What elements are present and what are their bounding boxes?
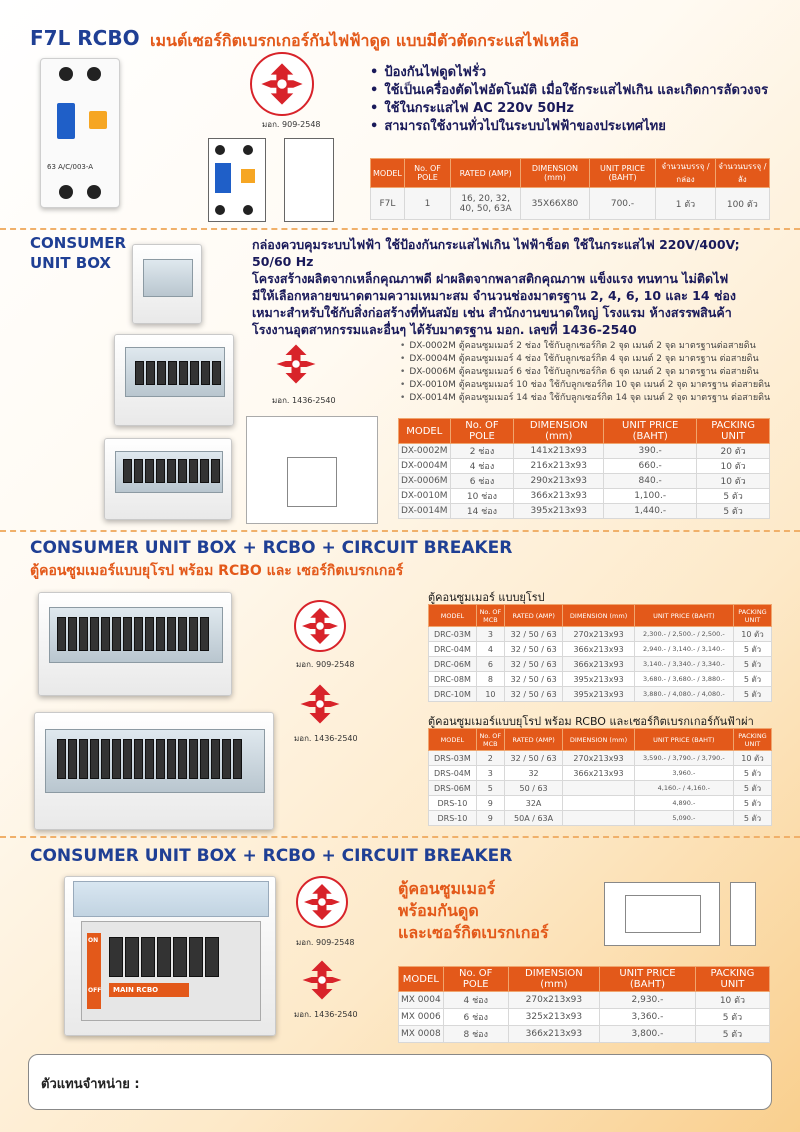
table-cell: 3 [476,627,504,642]
table-cell: DRC-03M [429,627,477,642]
drawing-button [241,169,255,183]
table-cell: 1 [404,188,450,220]
table-cell: DX-0004M [399,459,451,474]
rcbo-device-image [40,58,120,208]
f7l-feature-list [370,64,768,136]
box-window [143,259,193,297]
table-cell: 50A / 63A [504,811,563,826]
table-cell: 3,140.- / 3,340.- / 3,340.- [634,657,733,672]
section3-title: CONSUMER UNIT BOX + RCBO + CIRCUIT BREAKER [30,538,513,558]
table-cell: DRC-08M [429,672,477,687]
box-rcbo-text: RCBO [136,986,159,994]
table-header-cell: UNIT PRICE (BAHT) [600,967,696,992]
table-cell: MX 0006 [399,1009,444,1026]
table-cell: 4,160.- / 4,160.- [634,781,733,796]
table-cell: 366x213x93 [563,642,634,657]
table-header-cell: จำนวนบรรจุ /กล่อง [656,159,715,188]
table-header-row [399,967,770,992]
table1-label: ตู้คอนซูมเมอร์ แบบยุโรป [428,591,545,604]
feature-item: • สามารถใช้งานทั่วไปในระบบไฟฟ้าของประเทศไทย [370,118,768,136]
table-cell: 5 ตัว [734,657,772,672]
table-cell: 5,090.- [634,811,733,826]
table-row [429,751,772,766]
table-cell: 10 [476,687,504,702]
table-cell: 270x213x93 [563,751,634,766]
breaker-row [57,739,242,779]
table-cell: 5 ตัว [734,766,772,781]
table-cell: 32 / 50 / 63 [504,672,562,687]
terminal-screw-icon [243,145,253,155]
tis-certification-icon [272,340,320,388]
tagline-line: และเซอร์กิตเบรกเกอร์ [398,923,549,942]
feature-item: • ใช้เป็นเครื่องตัดไฟอัตโนมัติ เมื่อใช้กระแสไฟเกิน และเกิดการลัดวงจร [370,82,768,100]
table-cell: 3,800.- [600,1026,696,1043]
consumer-unit-title-line1: CONSUMER [30,234,127,252]
table-header-cell: RATED (AMP) [504,729,563,751]
table-cell: 2 ช่อง [450,444,514,459]
box-orange-strip [87,933,101,1009]
table-cell: 366x213x93 [514,489,604,504]
drawing-lever [215,163,231,193]
table-header-cell: No. OF POLE [404,159,450,188]
table-row [429,796,772,811]
table-cell: 3,590.- / 3,790.- / 3,790.- [634,751,733,766]
table-cell: 216x213x93 [514,459,604,474]
section-divider [0,530,800,532]
table-cell: 32 [504,766,563,781]
table-header-cell: MODEL [371,159,405,188]
table-row [429,672,772,687]
table-row [399,992,770,1009]
mx-tagline [398,878,549,944]
table-cell: 395x213x93 [563,687,634,702]
table-cell: 1,440.- [604,504,697,519]
table-row [429,781,772,796]
device-rating-label: 63 A/C/003-A [47,163,94,171]
table-row [399,489,770,504]
table-cell: 660.- [604,459,697,474]
table-cell: DX-0014M [399,504,451,519]
table-cell: 32A [504,796,563,811]
consumer-unit-description [252,236,782,338]
table-header-cell: No. OF MCB [476,729,504,751]
description-line: กล่องควบคุมระบบไฟฟ้า ใช้ป้องกันกระแสไฟเกิน ไฟฟ้าช็อต ใช้ในกระแสไฟ 220V/400V; 50/60 Hz [252,237,740,269]
table-header-cell: MODEL [399,419,451,444]
table-cell: 10 ตัว [697,459,770,474]
consumer-unit-spec-table [398,418,770,519]
tis-certification-icon [296,680,344,728]
description-line: มีให้เลือกหลายขนาดตามความเหมาะสม จำนวนช่องมาตรฐาน 2, 4, 6, 10 และ 14 ช่อง [252,288,736,303]
table-cell: 3,360.- [600,1009,696,1026]
table-cell [563,781,634,796]
terminal-screw-icon [87,185,101,199]
table-cell: DRS-04M [429,766,477,781]
tagline-line: พร้อมกันดูด [398,901,479,920]
table-header-row [399,419,770,444]
tis-certification-icon [294,600,346,652]
table-cell: 5 ตัว [695,1026,769,1043]
table-cell: DX-0002M [399,444,451,459]
table-cell: 3,880.- / 4,080.- / 4,080.- [634,687,733,702]
table-header-cell: MODEL [399,967,444,992]
tis-cert-caption: มอก. 909-2548 [296,660,355,669]
section4-title: CONSUMER UNIT BOX + RCBO + CIRCUIT BREAKER [30,846,513,866]
table-header-cell: No. OF POLE [443,967,508,992]
european-box-spec-table [428,604,772,702]
toggle-lever [57,103,75,139]
table-header-cell: DIMENSION (mm) [521,159,590,188]
table-header-cell: No. OF MCB [476,605,504,627]
consumer-box-large-image [104,438,232,520]
table-cell: 6 ช่อง [450,474,514,489]
table-cell: F7L [371,188,405,220]
box-on-label: ON [88,937,99,944]
table-cell: 9 [476,811,504,826]
table-cell: 366x213x93 [563,766,634,781]
table-row [399,474,770,489]
european-consumer-box-rcbo-image [34,712,274,830]
terminal-screw-icon [243,205,253,215]
table-cell: 1 ตัว [656,188,715,220]
breaker-row [109,937,219,977]
terminal-screw-icon [59,185,73,199]
section3-subtitle: ตู้คอนซูมเมอร์แบบยุโรป พร้อม RCBO และ เซอร์กิตเบรกเกอร์ [30,563,404,579]
table-cell: 2 [476,751,504,766]
table-cell: 32 / 50 / 63 [504,642,562,657]
table-cell: 4 [476,642,504,657]
table-cell: DRC-04M [429,642,477,657]
table-cell: 366x213x93 [508,1026,599,1043]
table-cell: 32 / 50 / 63 [504,627,562,642]
table-cell: 5 ตัว [734,672,772,687]
table-row [429,766,772,781]
mx-box-drawing [604,882,720,946]
section-divider [0,836,800,838]
feature-item: • ป้องกันไฟดูดไฟรั่ว [370,64,768,82]
drawing-front-view [625,895,701,933]
table-cell: 395x213x93 [514,504,604,519]
table-cell: 5 ตัว [697,504,770,519]
table-cell: MX 0004 [399,992,444,1009]
table-cell: DRS-10 [429,811,477,826]
model-list-item: • DX-0014M ตู้คอนซูมเมอร์ 14 ช่อง ใช้กับลูกเซอร์กิต 14 จุด เมนต์ 2 จุด มาตรฐาน ต่อสายดิน [400,392,770,405]
table-cell: 390.- [604,444,697,459]
table-header-cell: UNIT PRICE (BAHT) [634,605,733,627]
table-header-row [429,605,772,627]
table-cell: 32 / 50 / 63 [504,687,562,702]
table-cell: 10 ตัว [734,751,772,766]
dealer-box[interactable] [28,1054,772,1110]
table-row [429,657,772,672]
table-cell: 4 ช่อง [450,459,514,474]
breaker-row [57,617,209,651]
table-cell: 5 ตัว [734,781,772,796]
table-header-row [429,729,772,751]
drawing-front-view [287,457,337,507]
dealer-label: ตัวแทนจำหน่าย : [41,1077,140,1092]
table-cell: DRS-06M [429,781,477,796]
table-cell: 5 ตัว [734,811,772,826]
table-cell: 8 ช่อง [443,1026,508,1043]
table-cell: 50 / 63 [504,781,563,796]
table-row [399,504,770,519]
box-main-text: MAIN [113,986,134,994]
table-header-cell: UNIT PRICE (BAHT) [589,159,656,188]
table-cell: 10 ช่อง [450,489,514,504]
tis-cert-caption: มอก. 1436-2540 [294,1010,358,1019]
table-cell: 1,100.- [604,489,697,504]
breaker-row [135,361,221,385]
table-cell: 4,890.- [634,796,733,811]
feature-item: • ใช้ในกระแสไฟ AC 220v 50Hz [370,100,768,118]
table-row [429,627,772,642]
consumer-unit-title-line2: UNIT BOX [30,254,111,272]
model-list-item: • DX-0010M ตู้คอนซูมเมอร์ 10 ช่อง ใช้กับลูกเซอร์กิต 10 จุด เมนต์ 2 จุด มาตรฐาน ต่อสายดิน [400,379,770,392]
table-header-cell: DIMENSION (mm) [563,729,634,751]
f7l-spec-table [370,158,770,220]
table-cell: DRS-03M [429,751,477,766]
table-header-cell: PACKING UNIT [697,419,770,444]
f7l-subtitle: เมนต์เซอร์กิตเบรกเกอร์กันไฟฟ้าดูด แบบมีตัวตัดกระแสไฟเหลือ [150,31,579,50]
table-header-cell: DIMENSION (mm) [508,967,599,992]
terminal-screw-icon [87,67,101,81]
table-header-cell: PACKING UNIT [734,729,772,751]
model-list-item: • DX-0002M ตู้คอนซูมเมอร์ 2 ช่อง ใช้กับลูกเซอร์กิต 2 จุด เมนต์ 2 จุด มาตรฐานต่อสายดิน [400,340,770,353]
table-row [429,687,772,702]
table-row [429,642,772,657]
table-cell: 100 ตัว [715,188,769,220]
consumer-box-drawing [246,416,378,524]
table-cell: 5 ตัว [734,642,772,657]
table-row [399,459,770,474]
european-consumer-box-image [38,592,232,696]
table-cell: 20 ตัว [697,444,770,459]
breaker-row [123,459,220,483]
mx-spec-table [398,966,770,1043]
table-row [399,444,770,459]
tis-cert-caption: มอก. 909-2548 [262,120,321,129]
table-cell: 10 ตัว [695,992,769,1009]
table-cell: 6 [476,657,504,672]
terminal-screw-icon [215,205,225,215]
table-cell: 840.- [604,474,697,489]
table-cell [563,796,634,811]
table-cell [563,811,634,826]
rcbo-side-drawing [284,138,334,222]
mx-box-side-drawing [730,882,756,946]
table-cell: 290x213x93 [514,474,604,489]
table-cell: 4 ช่อง [443,992,508,1009]
table-cell: DX-0010M [399,489,451,504]
table-cell: 270x213x93 [508,992,599,1009]
table-cell: DRS-10 [429,796,477,811]
table-header-cell: RATED (AMP) [451,159,521,188]
table-cell: 10 ตัว [734,627,772,642]
table-row [429,811,772,826]
table-cell: 5 ตัว [695,1009,769,1026]
table-cell: 700.- [589,188,656,220]
table-header-cell: PACKING UNIT [734,605,772,627]
table-row [399,1009,770,1026]
tis-certification-icon [298,956,346,1004]
table-cell: 6 ช่อง [443,1009,508,1026]
table-header-cell: จำนวนบรรจุ /ลัง [715,159,769,188]
table-cell: 16, 20, 32, 40, 50, 63A [451,188,521,220]
table-cell: DRC-06M [429,657,477,672]
table-cell: DX-0006M [399,474,451,489]
tis-cert-caption: มอก. 909-2548 [296,938,355,947]
description-line: เหมาะสำหรับใช้กับสิ่งก่อสร้างที่ทันสมัย เช่น สำนักงานขนาดใหญ่ โรงแรม ห้างสรรพสินค้า [252,305,732,320]
section-divider [0,228,800,230]
table-cell: 270x213x93 [563,627,634,642]
table-header-cell: No. OF POLE [450,419,514,444]
table-cell: 8 [476,672,504,687]
european-box-rcbo-spec-table [428,728,772,826]
table-cell: 325x213x93 [508,1009,599,1026]
table-cell: 141x213x93 [514,444,604,459]
table-cell: DRC-10M [429,687,477,702]
tis-certification-icon [296,876,348,928]
table-cell: 366x213x93 [563,657,634,672]
consumer-unit-model-list [400,340,770,405]
box-main-label [109,983,189,997]
table-header-row [371,159,770,188]
table-cell: 5 ตัว [734,796,772,811]
consumer-box-medium-image [114,334,234,426]
tis-certification-icon [250,52,314,116]
table-header-cell: MODEL [429,605,477,627]
table-cell: 9 [476,796,504,811]
table-cell: 3,960.- [634,766,733,781]
table-row [399,1026,770,1043]
table-header-cell: PACKING UNIT [695,967,769,992]
model-list-item: • DX-0004M ตู้คอนซูมเมอร์ 4 ช่อง ใช้กับลูกเซอร์กิต 4 จุด เมนต์ 2 จุด มาตรฐาน ต่อสายดิน [400,353,770,366]
description-line: โครงสร้างผลิตจากเหล็กคุณภาพดี ฝาผลิตจากพลาสติกคุณภาพ แข็งแรง ทนทาน ไม่ติดไฟ [252,271,729,286]
table-cell: 5 ตัว [734,687,772,702]
table-cell: 3 [476,766,504,781]
table-cell: 2,300.- / 2,500.- / 2,500.- [634,627,733,642]
table-header-cell: DIMENSION (mm) [563,605,634,627]
rcbo-technical-drawing [208,138,266,222]
table-cell: 35X66X80 [521,188,590,220]
table-cell: 32 / 50 / 63 [504,657,562,672]
consumer-box-small-image [132,244,202,324]
terminal-screw-icon [215,145,225,155]
table-cell: 3,680.- / 3,680.- / 3,880.- [634,672,733,687]
table-cell: 2,940.- / 3,140.- / 3,140.- [634,642,733,657]
table-cell: 10 ตัว [697,474,770,489]
table-cell: 14 ช่อง [450,504,514,519]
table-header-cell: MODEL [429,729,477,751]
description-line: โรงงานอุตสาหกรรมและอื่นๆ ได้รับมาตรฐาน มอก. เลขที่ 1436-2540 [252,322,637,337]
table-cell: 395x213x93 [563,672,634,687]
table-cell: 5 ตัว [697,489,770,504]
terminal-screw-icon [59,67,73,81]
model-list-item: • DX-0006M ตู้คอนซูมเมอร์ 6 ช่อง ใช้กับลูกเซอร์กิต 6 จุด เมนต์ 2 จุด มาตรฐาน ต่อสายดิน [400,366,770,379]
table-header-cell: UNIT PRICE (BAHT) [604,419,697,444]
mx-consumer-box-image [64,876,276,1036]
table-header-cell: DIMENSION (mm) [514,419,604,444]
table-cell: 5 [476,781,504,796]
f7l-title: F7L RCBO [30,26,140,50]
tis-cert-caption: มอก. 1436-2540 [272,396,336,405]
tagline-line: ตู้คอนซูมเมอร์ [398,879,496,898]
box-transparent-cover [73,881,269,917]
table-cell: 2,930.- [600,992,696,1009]
table-row [371,188,770,220]
table-cell: MX 0008 [399,1026,444,1043]
box-off-label: OFF [88,987,102,994]
table-cell: 32 / 50 / 63 [504,751,563,766]
table-header-cell: RATED (AMP) [504,605,562,627]
table2-label: ตู้คอนซูมเมอร์แบบยุโรป พร้อม RCBO และเซอร์กิตเบรกเกอร์กันฟ้าผ่า [428,715,754,728]
tis-cert-caption: มอก. 1436-2540 [294,734,358,743]
table-header-cell: UNIT PRICE (BAHT) [634,729,733,751]
test-button [89,111,107,129]
